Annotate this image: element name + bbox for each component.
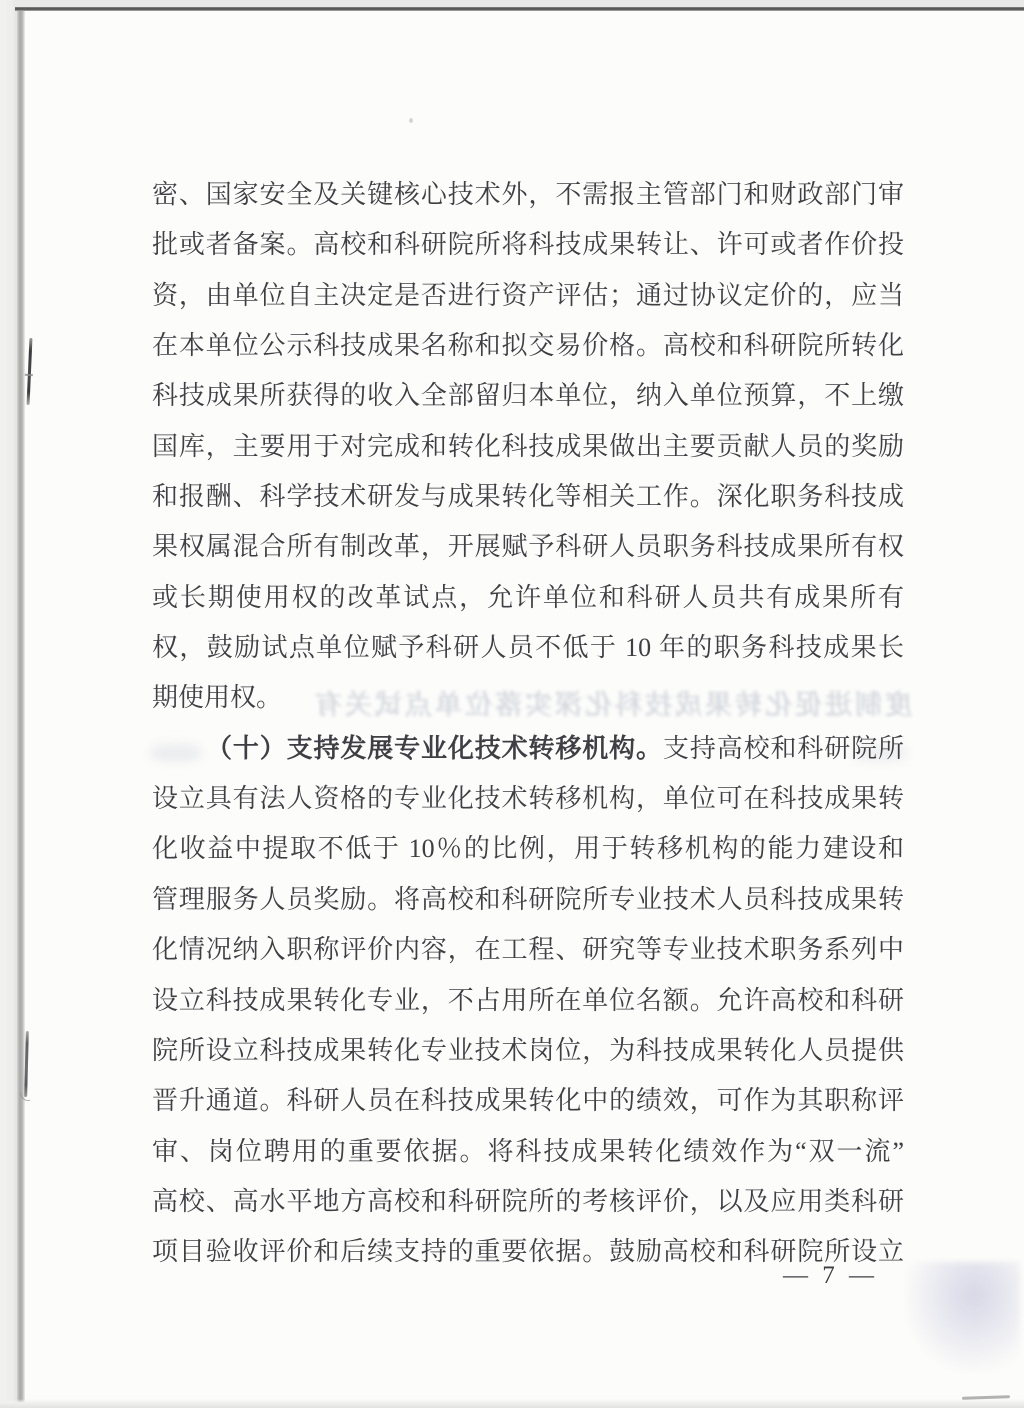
text-line: 权，鼓励试点单位赋予科研人员不低于 10 年的职务科技成果长 [152,633,904,663]
text-line: 化收益中提取不低于 10％的比例，用于转移机构的能力建设和 [152,834,904,864]
text-line: 在本单位公示科技成果名称和拟交易价格。高校和科研院所转化 [152,331,904,361]
scan-left-margin [0,0,18,1408]
text-line: 资，由单位自主决定是否进行资产评估；通过协议定价的，应当 [152,280,904,310]
text-line: 批或者备案。高校和科研院所将科技成果转让、许可或者作价投 [152,230,904,260]
scan-top-margin [14,0,1024,7]
text-line: 设立具有法人资格的专业化技术转移机构，单位可在科技成果转 [152,784,904,814]
scan-speck [409,118,413,123]
staple-mark-top [27,338,33,405]
document-body [152,170,904,1278]
bleedthrough-text: 度制进促化转果成技科化深实落位单点试关有 [312,690,912,720]
text-line: 审、岗位聘用的重要依据。将科技成果转化绩效作为“双一流” [152,1136,904,1166]
item-10-first-line-text: 支持高校和科研院所 [662,733,904,763]
text-line: 或长期使用权的改革试点，允许单位和科研人员共有成果所有 [152,582,904,612]
text-line: 高校、高水平地方高校和科研院所的考核评价，以及应用类科研 [152,1186,904,1216]
text-line: 期使用权。 [152,683,283,713]
text-line: 科技成果所获得的收入全部留归本单位，纳入单位预算，不上缴 [152,381,904,411]
scan-left-edge-line [17,6,25,1408]
bleedthrough-corner-smudge [905,1262,1020,1372]
text-line: 和报酬、科学技术研发与成果转化等相关工作。深化职务科技成 [152,482,904,512]
text-line: 项目验收评价和后续支持的重要依据。鼓励高校和科研院所设立 [152,1237,904,1267]
text-line: 化情况纳入职称评价内容，在工程、研究等专业技术职务系列中 [152,935,904,965]
text-line: 密、国家安全及关键核心技术外，不需报主管部门和财政部门审 [152,180,904,209]
text-line: 果权属混合所有制改革，开展赋予科研人员职务科技成果所有权 [152,532,904,562]
text-line: 国库，主要用于对完成和转化科技成果做出主要贡献人员的奖励 [152,431,904,461]
staple-mark-bottom [24,1031,29,1097]
text-line: 晋升通道。科研人员在科技成果转化中的绩效，可作为其职称评 [152,1086,904,1116]
item-10-heading: （十）支持发展专业化技术转移机构。 [206,733,663,763]
text-line: 管理服务人员奖励。将高校和科研院所专业技术人员科技成果转 [152,884,904,914]
text-line: 设立科技成果转化专业，不占用所在单位名额。允许高校和科研 [152,985,904,1015]
text-line-item-heading [152,724,904,774]
scan-top-edge-line [15,7,1024,11]
scan-bottom-edge [0,1399,1024,1408]
page-number: — 7 — [783,1262,878,1289]
text-line: 院所设立科技成果转化专业技术岗位，为科技成果转化人员提供 [152,1035,904,1065]
